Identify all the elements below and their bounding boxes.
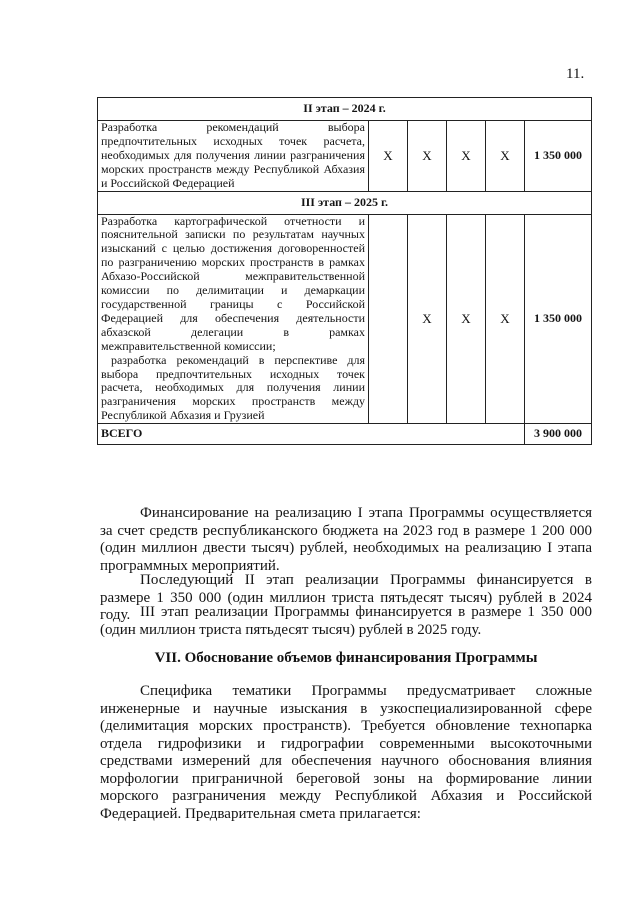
description-line: разработка рекомендаций в перспективе для выбора предпочтительных исходных точек расчета, необходимых для получения линии разграничения морских пространств между Республикой Абхазия и Грузией (101, 352, 369, 423)
paragraph-stage-2-financing: Последующий II этап реализации Программы финансируется в размере 1 350 000 (один миллион триста пятьдесят тысяч) рублей в 2024 году. (100, 572, 592, 623)
description-line: Разработка картографической отчетности и пояснительной записки по результатам научных изысканий с целью достижения договоренностей по разграничению морских пространств в рамках Абхазо-Российской межправительственной комиссии по делимитации и демаркации государственной границы с Российской Федерацией для обеспечения деятельности абхазской делегации в рамках межправительственной комиссии; (101, 213, 365, 353)
total-amount: 3 900 000 (525, 424, 592, 445)
stage-2-mark-1: X (369, 121, 408, 192)
stage-3-mark-4: X (486, 214, 525, 424)
stage-3-description (98, 214, 369, 424)
page-number: 11. (566, 66, 585, 82)
table-row (98, 214, 592, 424)
stage-header-row (98, 191, 592, 214)
description-line: Разработка рекомендаций выбора предпочтительных исходных точек расчета, необходимых для получения линии разграничения морских пространств между Республикой Абхазия и Российской Федерацией (101, 120, 365, 190)
stage-2-mark-3: X (447, 121, 486, 192)
paragraph-stage-1-financing: Финансирование на реализацию I этапа Программы осуществляется за счет средств республиканского бюджета на 2023 год в размере 1 200 000 (один миллион двести тысяч) рублей, необходимых на реализацию I этапа программных мероприятий. (100, 505, 592, 574)
stage-3-header: III этап – 2025 г. (98, 191, 592, 214)
stage-2-description (98, 121, 369, 192)
section-heading: VII. Обоснование объемов финансирования Программы (154, 650, 538, 666)
section-paragraph: Специфика тематики Программы предусматривает сложные инженерные и научные изыскания в узкоспециализированной сфере (делимитация морских пространств). Требуется обновление технопарка отдела гидрофизики и гидрографии современными высокоточными средствами измерений для обеспечения научного обоснования влияния морфологии приграничной береговой зоны на формирование линии морского разграничения между Республикой Абхазия и Российской Федерацией. Предварительная смета прилагается: (100, 683, 592, 822)
financing-table (97, 97, 592, 445)
stage-2-mark-4: X (486, 121, 525, 192)
stage-3-mark-2: X (408, 214, 447, 424)
stage-header-row (98, 98, 592, 121)
stage-3-amount: 1 350 000 (525, 214, 592, 424)
stage-2-mark-2: X (408, 121, 447, 192)
stage-2-header: II этап – 2024 г. (98, 98, 592, 121)
stage-2-amount: 1 350 000 (525, 121, 592, 192)
total-row (98, 424, 592, 445)
paragraph-stage-3-financing: III этап реализации Программы финансируется в размере 1 350 000 (один миллион триста пятьдесят тысяч) рублей в 2025 году. (100, 604, 592, 638)
table-row (98, 121, 592, 192)
stage-3-mark-1 (369, 214, 408, 424)
stage-3-mark-3: X (447, 214, 486, 424)
total-label: ВСЕГО (98, 424, 525, 445)
